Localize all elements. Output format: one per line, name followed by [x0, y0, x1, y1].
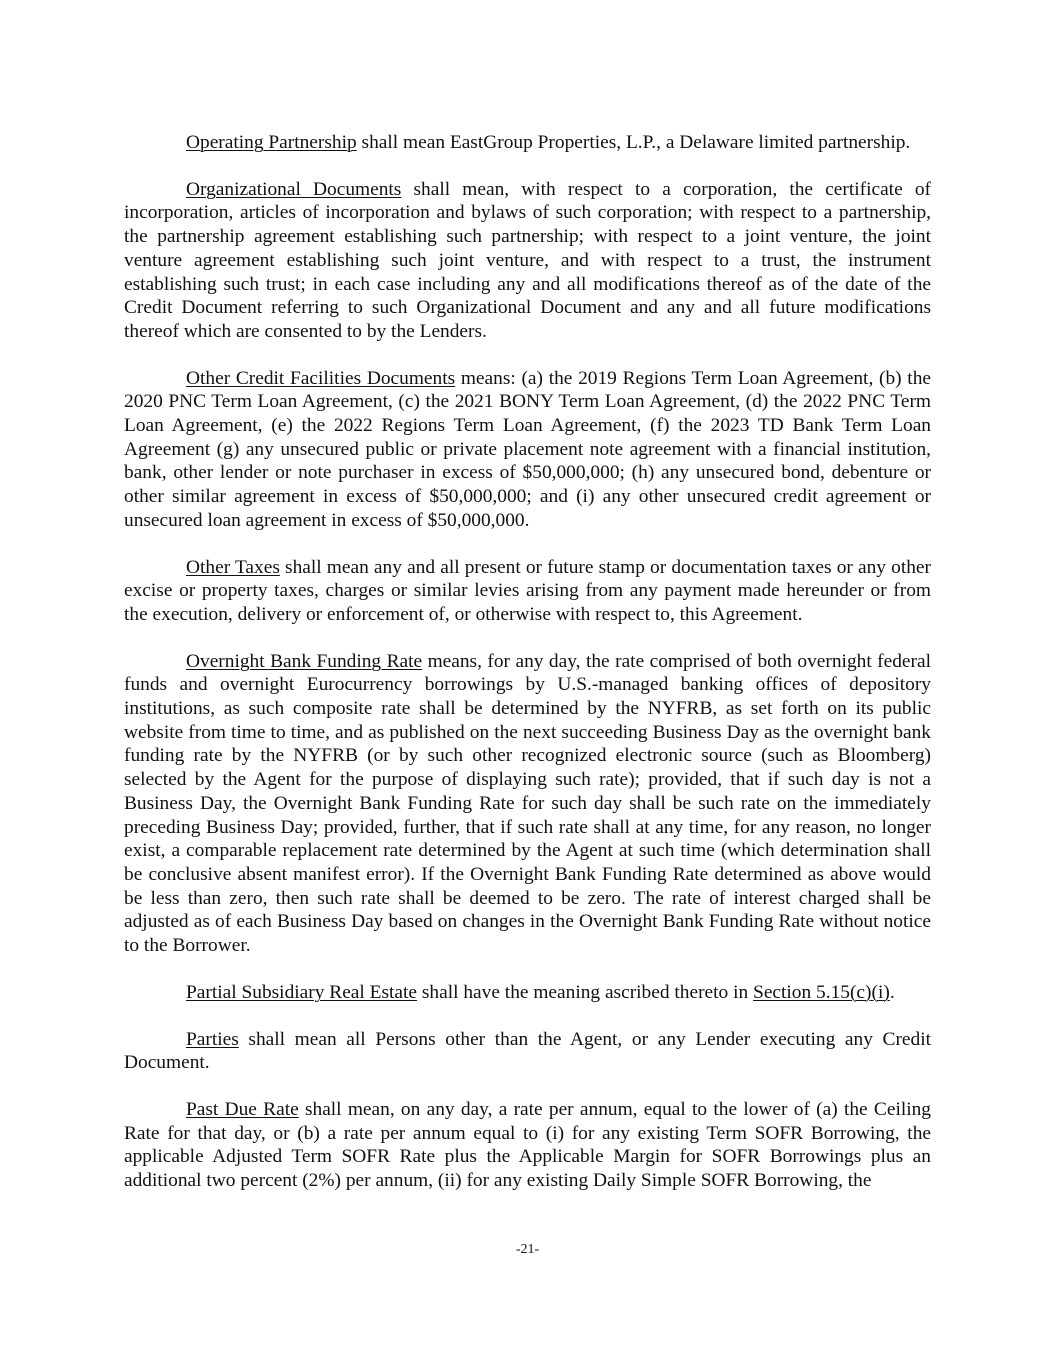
definition-partial-subsidiary-real-estate [124, 981, 931, 1005]
definition-overnight-bank-funding-rate [124, 650, 931, 958]
defined-term: Other Credit Facilities Documents [186, 367, 456, 389]
definition-text: shall mean, with respect to a corporation, the certificate of incorporation, articles of incorporation and bylaws of such corporation; with respect to a partnership, the partnership agreement establishing such partnership; with respect to a joint venture, the joint venture agreement establishing such joint venture, and with respect to a trust, the instrument establishing such trust; in each case including any and all modifications thereof as of the date of the Credit Document referring to such Organizational Document and any and all future modifications thereof which are consented to by the Lenders. [124, 178, 931, 342]
definition-text: shall mean all Persons other than the Agent, or any Lender executing any Credit Document. [124, 1028, 931, 1074]
defined-term: Parties [186, 1028, 239, 1050]
definition-text: shall mean any and all present or future stamp or documentation taxes or any other excise or property taxes, charges or similar levies arising from any payment made hereunder or from the execution, delivery or enforcement of, or otherwise with respect to, this Agreement. [124, 556, 931, 625]
definition-parties [124, 1028, 931, 1075]
definition-text: means: (a) the 2019 Regions Term Loan Agreement, (b) the 2020 PNC Term Loan Agreement, (c) the 2021 BONY Term Loan Agreement, (d) the 2022 PNC Term Loan Agreement, (e) the 2022 Regions Term Loan Agreement, (f) the 2023 TD Bank Term Loan Agreement (g) any unsecured public or private placement note agreement with a financial institution, bank, other lender or note purchaser in excess of $50,000,000; (h) any unsecured bond, debenture or other similar agreement in excess of $50,000,000; and (i) any other unsecured credit agreement or unsecured loan agreement in excess of $50,000,000. [124, 367, 931, 531]
defined-term: Operating Partnership [186, 132, 357, 153]
definition-text: means, for any day, the rate comprised of both overnight federal funds and overnight Eurocurrency borrowings by U.S.-managed banking offices of depository institutions, as such composite rate shall be determined by the NYFRB, as set forth on its public website from time to time, and as published on the next succeeding Business Day as the overnight bank funding rate by the NYFRB (or by such other recognized electronic source (such as Bloomberg) selected by the Agent for the purpose of displaying such rate); provided, that if such day is not a Business Day, the Overnight Bank Funding Rate for such day shall be such rate on the immediately preceding Business Day; provided, further, that if such rate shall at any time, for any reason, no longer exist, a comparable replacement rate determined by the Agent at such time (which determination shall be conclusive absent manifest error). If the Overnight Bank Funding Rate determined as above would be less than zero, then such rate shall be deemed to be zero. The rate of interest charged shall be adjusted as of each Business Day based on changes in the Overnight Bank Funding Rate without notice to the Borrower. [124, 650, 931, 957]
defined-term: Partial Subsidiary Real Estate [186, 981, 418, 1003]
definition-text: shall have the meaning ascribed thereto in [417, 981, 754, 1003]
defined-term: Past Due Rate [186, 1098, 299, 1120]
definition-other-taxes [124, 556, 931, 627]
definition-organizational-documents [124, 178, 931, 344]
section-reference: Section 5.15(c)(i) [753, 981, 890, 1003]
definition-text: shall mean EastGroup Properties, L.P., a Delaware limited partnership. [356, 132, 911, 153]
defined-term: Other Taxes [186, 556, 280, 578]
defined-term: Organizational Documents [186, 178, 402, 200]
defined-term: Overnight Bank Funding Rate [186, 650, 423, 672]
definition-text: shall mean, on any day, a rate per annum, equal to the lower of (a) the Ceiling Rate for that day, or (b) a rate per annum equal to (i) for any existing Term SOFR Borrowing, the applicable Adjusted Term SOFR Rate plus the Applicable Margin for SOFR Borrowings plus an additional two percent (2%) per annum, (ii) for any existing Daily Simple SOFR Borrowing, the [124, 1098, 931, 1192]
definition-past-due-rate [124, 1098, 931, 1193]
document-page [124, 131, 931, 1216]
page-number: -21- [515, 1242, 540, 1257]
definition-text-end: . [889, 981, 895, 1003]
definition-operating-partnership [124, 131, 931, 155]
definition-other-credit-facilities-documents [124, 367, 931, 533]
